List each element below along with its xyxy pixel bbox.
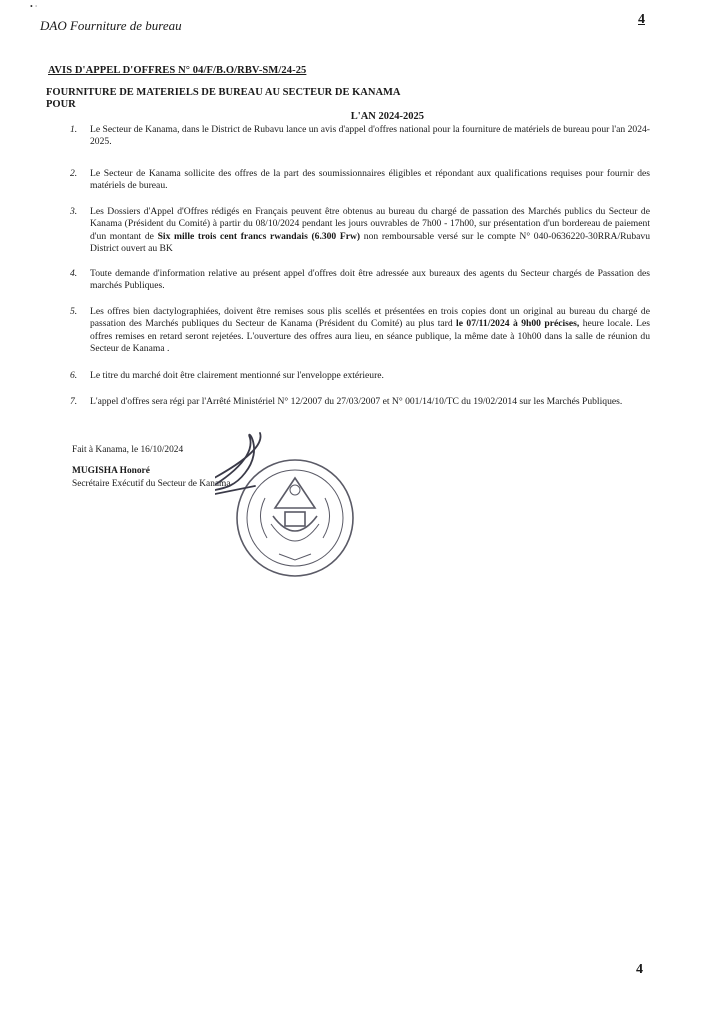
item-text-bold: Six mille trois cent francs rwandais (6.300 Frw): [157, 230, 361, 242]
notice-title: [46, 87, 426, 123]
item-text: non remboursable versé sur le compte N° 040-0636220-30RRA/Rubavu District ouvert au BK: [90, 230, 650, 255]
list-item: [64, 168, 650, 206]
signature-block: [72, 444, 231, 491]
notice-reference: AVIS D'APPEL D'OFFRES N° 04/F/B.O/RBV-SM/24-25: [48, 65, 307, 76]
item-number: 4.: [70, 268, 78, 279]
item-number: 6.: [70, 370, 78, 381]
item-number: 7.: [70, 396, 78, 407]
item-text: Les Dossiers d'Appel d'Offres rédigés en Français peuvent être obtenus au bureau du chargé de passation des Marchés publics du Secteur de Kanama (Président du Comité) à partir du 08/10/2024 pendant les jours ouvrables de 7h00 - 17h00, sur présentation d'un bordereau de paiement d'un montant de: [90, 206, 650, 242]
signatory-role: Secrétaire Exécutif du Secteur de Kanama: [72, 479, 231, 489]
item-text: Le Secteur de Kanama sollicite des offres de la part des soumissionnaires éligibles et répondant aux qualifications requises pour fournir des matériels de bureau.: [90, 168, 650, 192]
item-text-bold: le 07/11/2024 à 9h00 précises,: [456, 318, 580, 330]
item-number: 1.: [70, 124, 78, 135]
scan-specks: • ·: [30, 2, 38, 11]
header-document-title: DAO Fourniture de bureau: [40, 18, 182, 33]
header-page-number: 4: [638, 12, 645, 27]
item-number: 2.: [70, 168, 78, 179]
list-item: [64, 206, 650, 268]
item-text: Les offres bien dactylographiées, doivent être remises sous plis scellés et présentées en trois copies dont un original au bureau du chargé de passation des Marchés publiques du Secteur de Kanama (Président du Comité) au plus tard: [90, 306, 650, 330]
notice-title-line2: L'AN 2024-2025: [350, 111, 424, 122]
item-text: L'appel d'offres sera régi par l'Arrêté Ministériel N° 12/2007 du 27/03/2007 et N° 001/14/10/TC du 19/02/2014 sur les Marchés Publiques.: [90, 396, 623, 407]
list-item: [64, 268, 650, 306]
official-seal-icon: [215, 428, 370, 588]
list-item: [64, 370, 650, 396]
item-text: Le Secteur de Kanama, dans le District de Rubavu lance un avis d'appel d'offres national pour la fourniture de matériels de bureau pour l'an 2024-2025.: [90, 124, 650, 148]
item-text: heure locale. Les offres remises en retard seront rejetées. L'ouverture des offres aura lieu, en séance publique, la même date à 10h00 dans la salle de réunion du Secteur de Kanama .: [90, 318, 650, 355]
footer-page-number: 4: [636, 962, 643, 977]
notice-items: [64, 124, 650, 426]
item-number: 3.: [70, 206, 78, 217]
list-item: [64, 124, 650, 168]
notice-title-line1: FOURNITURE DE MATERIELS DE BUREAU AU SECTEUR DE KANAMA POUR: [46, 87, 400, 110]
list-item: [64, 306, 650, 370]
list-item: [64, 396, 650, 426]
item-text: Le titre du marché doit être clairement mentionné sur l'enveloppe extérieure.: [90, 370, 384, 381]
place-date: Fait à Kanama, le 16/10/2024: [72, 445, 184, 455]
item-text: Toute demande d'information relative au présent appel d'offres doit être adressée aux bureaux des agents du Secteur chargés de Passation des marchés Publiques.: [90, 268, 650, 292]
signatory-name: MUGISHA Honoré: [72, 466, 150, 476]
item-number: 5.: [70, 306, 78, 317]
